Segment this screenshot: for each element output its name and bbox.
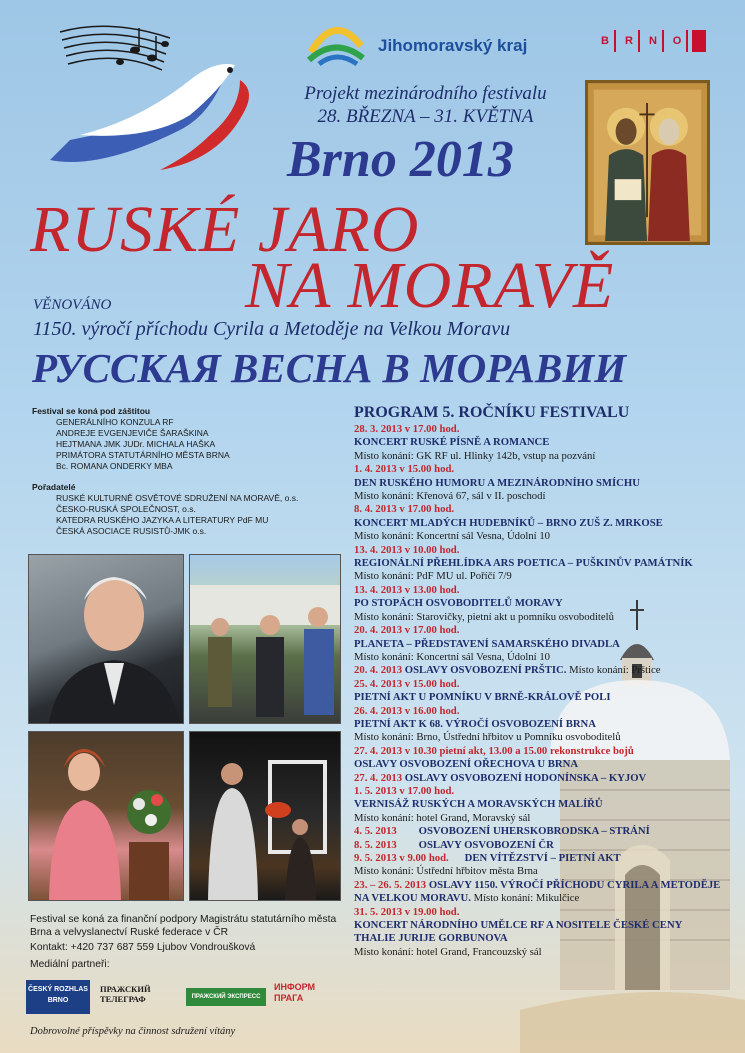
photo-singer-portrait <box>28 554 184 724</box>
event-title: PIETNÍ AKT U POMNÍKU V BRNĚ-KRÁLOVĚ POLI <box>354 691 611 704</box>
media-partner-name: ČESKÝ ROZHLAS BRNO <box>28 986 88 1004</box>
organizer-item: RUSKÉ KULTURNĚ OSVĚTOVÉ SDRUŽENÍ NA MORAVĚ, o.s. <box>56 493 299 503</box>
patronage-organizers <box>32 406 362 537</box>
festival-bird-logo <box>40 20 265 180</box>
event-date: 1. 4. 2013 v 15.00 hod. <box>354 463 455 476</box>
event-title: OSLAVY OSVOBOZENÍ HODONÍNSKA – KYJOV <box>404 771 647 784</box>
media-partner-name: ИНФОРМ ПРАГА <box>274 982 316 1003</box>
event-date: 13. 4. 2013 v 13.00 hod. <box>354 583 460 596</box>
program-event <box>354 423 724 463</box>
festival-title-line2: NA MORAVĚ <box>245 249 615 322</box>
project-info <box>283 82 568 128</box>
event-date: 8. 4. 2013 v 17.00 hod. <box>354 503 455 516</box>
event-place: Místo konání: Starovičky, pietní akt u pomníku osvoboditelů <box>354 610 614 623</box>
patronage-item: HEJTMANA JMK JUDr. MICHALA HAŠKA <box>56 439 216 449</box>
event-place: Místo konání: hotel Grand, Francouzský sál <box>354 945 542 958</box>
event-date: 26. 4. 2013 v 16.00 hod. <box>354 704 460 717</box>
event-date: 8. 5. 2013 <box>354 838 397 851</box>
program-event <box>354 879 724 906</box>
patronage-item: GENERÁLNÍHO KONZULA RF <box>56 417 174 427</box>
city-year-heading: Brno 2013 <box>287 131 514 188</box>
event-title: KONCERT NÁRODNÍHO UMĚLCE RF A NOSITELE ČESKÉ CENY THALIE JURIJE GORBUNOVA <box>354 919 682 945</box>
event-place: Místo konání: Prštice <box>569 664 661 677</box>
event-date: 25. 4. 2013 v 15.00 hod. <box>354 677 460 690</box>
program-event <box>354 678 724 705</box>
program-event <box>354 463 724 503</box>
event-place: Místo konání: PdF MU ul. Poříčí 7/9 <box>354 570 512 583</box>
program-event <box>354 544 724 584</box>
program-event <box>354 785 724 825</box>
program-event <box>354 664 724 677</box>
event-title: DEN VÍTĚZSTVÍ – PIETNÍ AKT <box>464 852 621 864</box>
city-logo-letter: B <box>596 30 616 52</box>
photo-memorial-group <box>189 554 341 724</box>
media-partner-telegraf <box>100 984 180 1004</box>
city-logo-letter: O <box>668 30 688 52</box>
event-title: DEN RUSKÉHO HUMORU A MEZINÁRODNÍHO SMÍCHU <box>354 476 640 489</box>
organizers-heading: Pořadatelé <box>32 482 76 492</box>
festival-title-line1: RUSKÉ JARO <box>30 193 420 266</box>
project-line: Projekt mezinárodního festivalu <box>304 83 547 104</box>
organizer-item: KATEDRA RUSKÉHO JAZYKA A LITERATURY PdF MU <box>56 515 269 525</box>
event-date: 23. – 26. 5. 2013 <box>354 878 427 891</box>
dedication-label: VĚNOVÁNO <box>33 297 112 313</box>
program-event <box>354 852 724 879</box>
event-title: KONCERT RUSKÉ PÍSNĚ A ROMANCE <box>354 436 550 449</box>
event-date: 27. 4. 2013 v 10.30 pietní akt, 13.00 a 15.00 rekonstrukce bojů <box>354 744 634 757</box>
media-partner-czech-radio <box>26 980 90 1014</box>
program-event <box>354 772 724 785</box>
festival-dates: 28. BŘEZNA – 31. KVĚTNA <box>317 106 534 127</box>
program-event <box>354 584 724 624</box>
organizer-item: ČESKO-RUSKÁ SPOLEČNOST, o.s. <box>56 504 196 514</box>
region-logo-icon <box>305 18 365 68</box>
event-place: Místo konání: GK RF ul. Hlinky 142b, vstup na pozvání <box>354 449 596 462</box>
program-event <box>354 745 724 772</box>
event-date: 28. 3. 2013 v 17.00 hod. <box>354 423 460 435</box>
patronage-item: PRIMÁTORA STATUTÁRNÍHO MĚSTA BRNA <box>56 450 230 460</box>
festival-program <box>354 404 724 959</box>
event-date: 27. 4. 2013 <box>354 771 403 784</box>
city-logo-bar <box>692 30 706 52</box>
event-date: 20. 4. 2013 v 17.00 hod. <box>354 624 460 637</box>
event-title: OSLAVY OSVOBOZENÍ OŘECHOVA U BRNA <box>354 758 579 771</box>
program-event <box>354 839 724 852</box>
event-place: Místo konání: hotel Grand, Moravský sál <box>354 811 531 824</box>
event-date: 20. 4. 2013 <box>354 664 403 677</box>
event-title: KONCERT MLADÝCH HUDEBNÍKŮ – BRNO ZUŠ Z. MRKOSE <box>354 516 663 529</box>
program-heading: PROGRAM 5. ROČNÍKU FESTIVALU <box>354 404 630 421</box>
program-event <box>354 906 724 960</box>
donations-note: Dobrovolné příspěvky na činnost sdružení vítány <box>30 1026 236 1037</box>
media-partner-inform <box>274 982 340 1004</box>
event-title: OSVOBOZENÍ UHERSKOBRODSKA – STRÁNÍ <box>418 825 650 838</box>
event-place: Místo konání: Mikulčice <box>473 892 580 905</box>
event-title: PLANETA – PŘEDSTAVENÍ SAMARSKÉHO DIVADLA <box>354 637 620 650</box>
support-text: Festival se koná za finanční podpory Magistrátu statutárního města Brna a velvyslanectví Ruské federace v ČR <box>30 914 337 938</box>
patronage-item: Bc. ROMANA ONDERKY MBA <box>56 461 173 471</box>
event-date: 4. 5. 2013 <box>354 825 397 838</box>
media-partner-express <box>186 988 266 1006</box>
event-title: PIETNÍ AKT K 68. VÝROČÍ OSVOBOZENÍ BRNA <box>354 717 596 730</box>
city-logo <box>596 30 706 52</box>
patronage-heading: Festival se koná pod záštitou <box>32 406 151 416</box>
event-title: VERNISÁŽ RUSKÝCH A MORAVSKÝCH MALÍŘŮ <box>354 798 603 811</box>
city-logo-letter: R <box>620 30 640 52</box>
saints-icon-painting <box>585 80 710 245</box>
program-event <box>354 705 724 745</box>
event-date: 31. 5. 2013 v 19.00 hod. <box>354 905 460 918</box>
media-partner-name: ПРАЖСКИЙ ТЕЛЕГРАФ <box>100 984 151 1004</box>
event-title: PO STOPÁCH OSVOBODITELŮ MORAVY <box>354 597 563 610</box>
event-date: 9. 5. 2013 v 9.00 hod. <box>354 852 449 864</box>
patronage-item: ANDREJE EVGENJEVIČE ŠARAŠKINA <box>56 428 209 438</box>
event-title: OSLAVY OSVOBOZENÍ PRŠTIC. <box>404 664 567 677</box>
event-title: OSLAVY 1150. VÝROČÍ PŘÍCHODU CYRILA A METODĚJE NA VELKOU MORAVU. <box>354 878 721 905</box>
organizer-item: ČESKÁ ASOCIACE RUSISTŮ-JMK o.s. <box>56 526 207 536</box>
contact-line: Kontakt: +420 737 687 559 Ljubov Vondroušková <box>30 942 256 953</box>
region-name: Jihomoravský kraj <box>378 36 528 55</box>
event-title: REGIONÁLNÍ PŘEHLÍDKA ARS POETICA – PUŠKINŮV PAMÁTNÍK <box>354 557 693 570</box>
media-partners-label: Mediální partneři: <box>30 959 110 970</box>
event-date: 13. 4. 2013 v 10.00 hod. <box>354 543 460 556</box>
photo-singer-with-flowers <box>28 731 184 901</box>
program-event <box>354 503 724 543</box>
russian-title: РУССКАЯ ВЕСНА В МОРАВИИ <box>32 345 627 391</box>
event-place: Místo konání: Brno, Ústřední hřbitov u Pomníku osvoboditelů <box>354 731 621 744</box>
media-partner-name: ПРАЖСКИЙ ЭКСПРЕСС <box>191 994 261 1000</box>
event-title: OSLAVY OSVOBOZENÍ ČR <box>418 838 554 851</box>
photo-theatre-performance <box>189 731 341 901</box>
media-partner-logos <box>26 978 366 1022</box>
event-place: Místo konání: Ústřední hřbitov města Brna <box>354 865 538 878</box>
city-logo-letter: N <box>644 30 664 52</box>
event-date: 1. 5. 2013 v 17.00 hod. <box>354 784 455 797</box>
anniversary-line: 1150. výročí příchodu Cyrila a Metoděje na Velkou Moravu <box>33 318 511 340</box>
event-place: Místo konání: Koncertní sál Vesna, Údolní 10 <box>354 530 551 543</box>
program-event <box>354 825 724 838</box>
program-event <box>354 624 724 664</box>
event-place: Místo konání: Křenová 67, sál v II. poschodí <box>354 490 546 503</box>
event-place: Místo konání: Koncertní sál Vesna, Údolní 10 <box>354 650 551 663</box>
